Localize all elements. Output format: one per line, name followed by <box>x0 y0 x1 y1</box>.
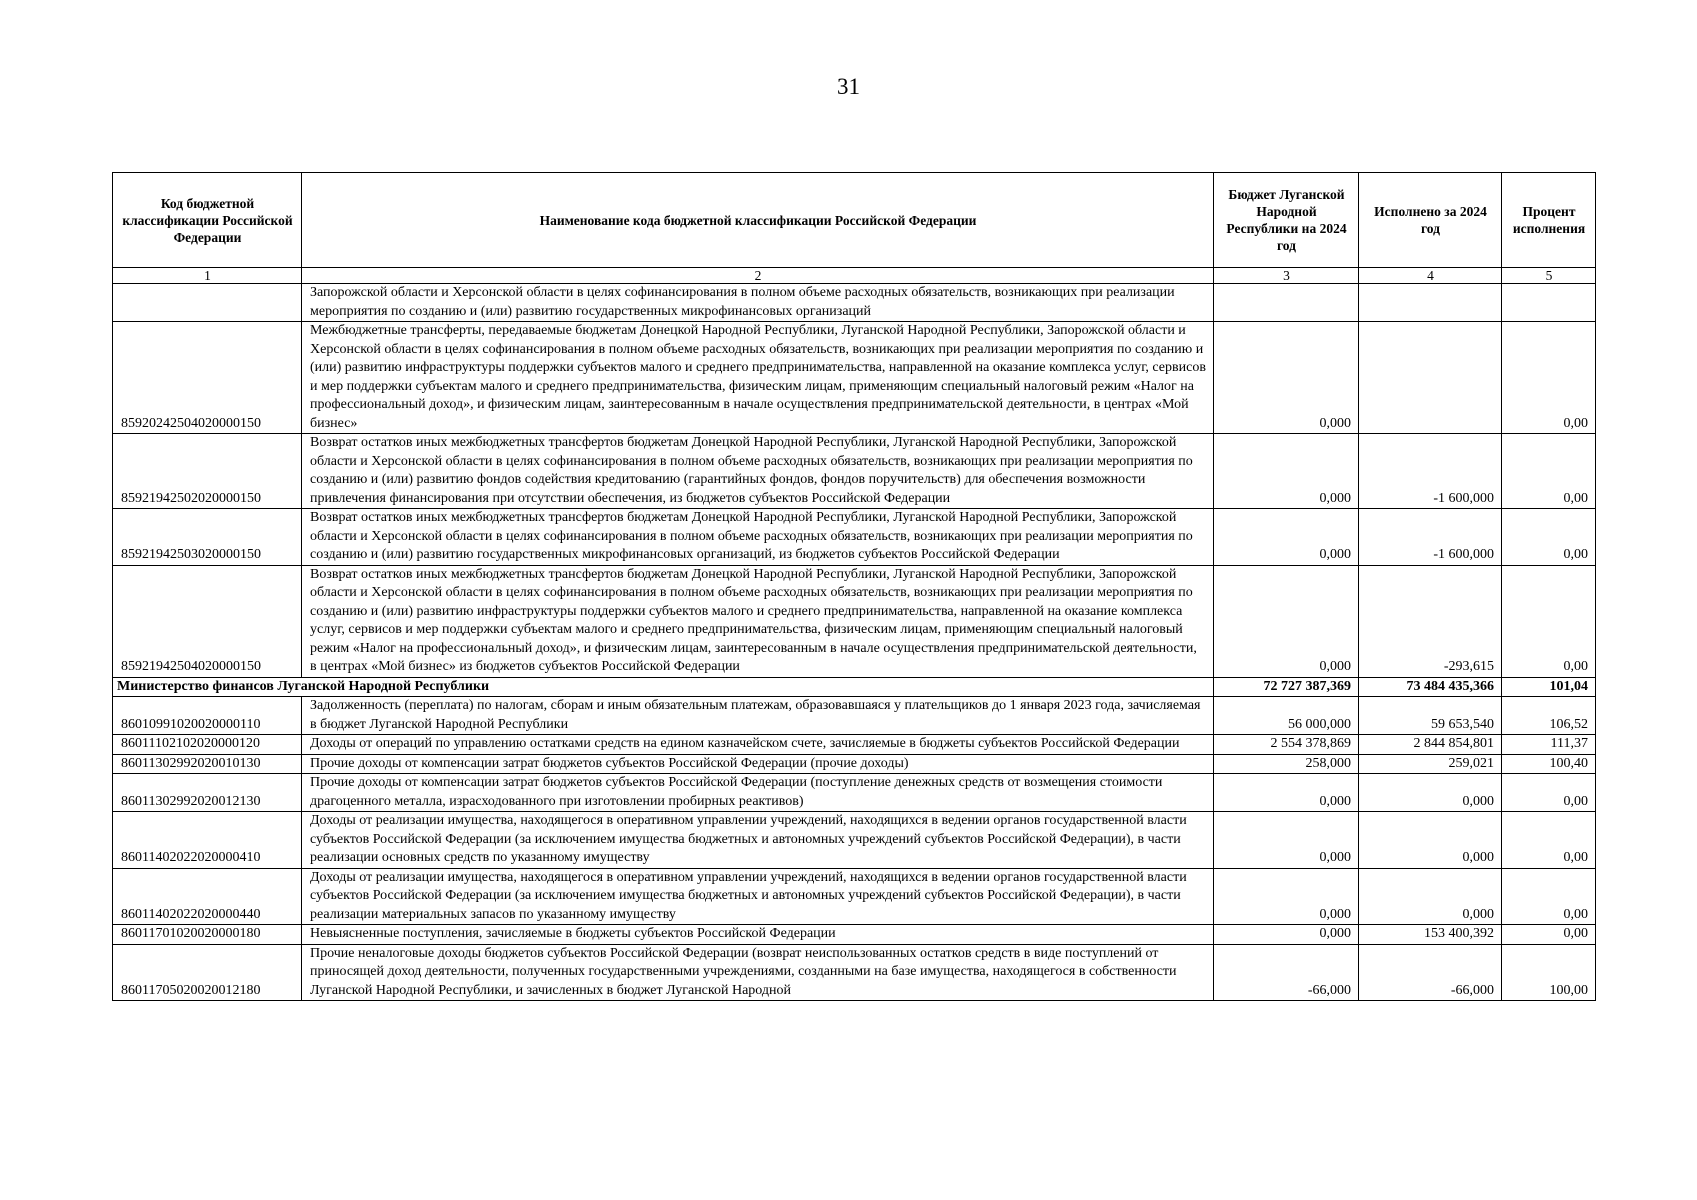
row-budget: 0,000 <box>1214 434 1359 509</box>
row-percent: 0,00 <box>1502 812 1596 869</box>
row-percent: 0,00 <box>1502 565 1596 677</box>
table-row <box>113 735 1596 755</box>
row-name: Доходы от реализации имущества, находящегося в оперативном управлении учреждений, находящихся в ведении органов государственной власти субъектов Российской Федерации (за исключением имущества бюджетных и автономных учреждений субъектов Российской Федерации), в части реализации основных средств по указанному имуществу <box>302 812 1214 869</box>
table-row <box>113 697 1596 735</box>
header-code: Код бюджетной классификации Российской Федерации <box>113 173 302 268</box>
column-number: 4 <box>1359 268 1502 284</box>
row-budget: 258,000 <box>1214 754 1359 774</box>
ministry-name: Министерство финансов Луганской Народной Республики <box>113 677 1214 697</box>
row-code: 85921942504020000150 <box>113 565 302 677</box>
row-percent: 0,00 <box>1502 925 1596 945</box>
row-budget: 0,000 <box>1214 868 1359 925</box>
row-code: 86011701020020000180 <box>113 925 302 945</box>
table-row <box>113 565 1596 677</box>
table-row <box>113 944 1596 1001</box>
row-executed: 0,000 <box>1359 774 1502 812</box>
column-number: 2 <box>302 268 1214 284</box>
column-number-row <box>113 268 1596 284</box>
table-row <box>113 754 1596 774</box>
row-percent: 100,40 <box>1502 754 1596 774</box>
row-code: 86011102102020000120 <box>113 735 302 755</box>
column-number: 1 <box>113 268 302 284</box>
table-row <box>113 284 1596 322</box>
row-executed: 2 844 854,801 <box>1359 735 1502 755</box>
row-code: 86011402022020000440 <box>113 868 302 925</box>
table-row <box>113 925 1596 945</box>
header-name: Наименование кода бюджетной классификации Российской Федерации <box>302 173 1214 268</box>
row-name: Возврат остатков иных межбюджетных трансфертов бюджетам Донецкой Народной Республики, Луганской Народной Республики, Запорожской области и Херсонской области в целях софинансирования в полном объеме расходных обязательств, возникающих при реализации мероприятия по созданию и (или) развитию инфраструктуры поддержки субъектов малого и среднего предпринимательства, направленной на оказание комплекса услуг, сервисов и мер поддержки субъектам малого и среднего предпринимательства, физическим лицам, применяющим специальный налоговый режим «Налог на профессиональный доход», и физическим лицам, заинтересованным в начале осуществления предпринимательской деятельности, в центрах «Мой бизнес» из бюджетов субъектов Российской Федерации <box>302 565 1214 677</box>
row-code: 86011302992020012130 <box>113 774 302 812</box>
row-percent <box>1502 284 1596 322</box>
row-budget <box>1214 284 1359 322</box>
row-budget: 0,000 <box>1214 812 1359 869</box>
row-name: Невыясненные поступления, зачисляемые в бюджеты субъектов Российской Федерации <box>302 925 1214 945</box>
header-budget: Бюджет Луганской Народной Республики на 2024 год <box>1214 173 1359 268</box>
row-name: Запорожской области и Херсонской области в целях софинансирования в полном объеме расходных обязательств, возникающих при реализации мероприятия по созданию и (или) развитию государственных микрофинансовых организаций <box>302 284 1214 322</box>
budget-table <box>112 172 1596 1001</box>
row-budget: 0,000 <box>1214 925 1359 945</box>
row-code: 85921942503020000150 <box>113 509 302 566</box>
row-budget: 0,000 <box>1214 509 1359 566</box>
row-percent: 0,00 <box>1502 434 1596 509</box>
ministry-executed: 73 484 435,366 <box>1359 677 1502 697</box>
row-name: Межбюджетные трансферты, передаваемые бюджетам Донецкой Народной Республики, Луганской Народной Республики, Запорожской области и Херсонской области в целях софинансирования в полном объеме расходных обязательств, возникающих при реализации мероприятия по созданию и (или) развитию инфраструктуры поддержки субъектов малого и среднего предпринимательства, направленной на оказание комплекса услуг, сервисов и мер поддержки субъектам малого и среднего предпринимательства, физическим лицам, применяющим специальный налоговый режим «Налог на профессиональный доход», и физическим лицам, заинтересованным в начале осуществления предпринимательской деятельности, в центрах «Мой бизнес» <box>302 322 1214 434</box>
table-row <box>113 434 1596 509</box>
row-name: Возврат остатков иных межбюджетных трансфертов бюджетам Донецкой Народной Республики, Луганской Народной Республики, Запорожской области и Херсонской области в целях софинансирования в полном объеме расходных обязательств, возникающих при реализации мероприятия по созданию и (или) развитию фондов содействия кредитованию (гарантийных фондов, фондов поручительств) для обеспечения возможности привлечения финансирования при отсутствии обеспечения, из бюджетов субъектов Российской Федерации <box>302 434 1214 509</box>
table-header-row <box>113 173 1596 268</box>
row-budget: 2 554 378,869 <box>1214 735 1359 755</box>
row-name: Прочие доходы от компенсации затрат бюджетов субъектов Российской Федерации (поступление денежных средств от возмещения стоимости драгоценного металла, израсходованного при изготовлении пробирных реактивов) <box>302 774 1214 812</box>
row-budget: 0,000 <box>1214 774 1359 812</box>
header-percent: Процент исполнения <box>1502 173 1596 268</box>
table-row <box>113 509 1596 566</box>
row-executed <box>1359 322 1502 434</box>
row-code: 86011302992020010130 <box>113 754 302 774</box>
row-budget: -66,000 <box>1214 944 1359 1001</box>
row-executed: 259,021 <box>1359 754 1502 774</box>
row-executed: 153 400,392 <box>1359 925 1502 945</box>
row-percent: 100,00 <box>1502 944 1596 1001</box>
row-executed: -66,000 <box>1359 944 1502 1001</box>
ministry-total-row <box>113 677 1596 697</box>
row-percent: 0,00 <box>1502 509 1596 566</box>
row-code: 86011705020020012180 <box>113 944 302 1001</box>
row-percent: 0,00 <box>1502 322 1596 434</box>
row-executed: 0,000 <box>1359 812 1502 869</box>
row-budget: 0,000 <box>1214 565 1359 677</box>
row-executed: -1 600,000 <box>1359 509 1502 566</box>
row-name: Доходы от реализации имущества, находящегося в оперативном управлении учреждений, находящихся в ведении органов государственной власти субъектов Российской Федерации (за исключением имущества бюджетных и автономных учреждений субъектов Российской Федерации), в части реализации материальных запасов по указанному имуществу <box>302 868 1214 925</box>
row-code: 86010991020020000110 <box>113 697 302 735</box>
column-number: 5 <box>1502 268 1596 284</box>
row-name: Задолженность (переплата) по налогам, сборам и иным обязательным платежам, образовавшаяся у плательщиков до 1 января 2023 года, зачисляемая в бюджет Луганской Народной Республики <box>302 697 1214 735</box>
row-code <box>113 284 302 322</box>
table-row <box>113 868 1596 925</box>
row-budget: 56 000,000 <box>1214 697 1359 735</box>
row-percent: 0,00 <box>1502 868 1596 925</box>
header-executed: Исполнено за 2024 год <box>1359 173 1502 268</box>
row-executed: 59 653,540 <box>1359 697 1502 735</box>
table-row <box>113 812 1596 869</box>
row-name: Возврат остатков иных межбюджетных трансфертов бюджетам Донецкой Народной Республики, Луганской Народной Республики, Запорожской области и Херсонской области в целях софинансирования в полном объеме расходных обязательств, возникающих при реализации мероприятия по созданию и (или) развитию государственных микрофинансовых организаций, из бюджетов субъектов Российской Федерации <box>302 509 1214 566</box>
row-name: Прочие доходы от компенсации затрат бюджетов субъектов Российской Федерации (прочие доходы) <box>302 754 1214 774</box>
row-executed <box>1359 284 1502 322</box>
row-percent: 111,37 <box>1502 735 1596 755</box>
ministry-budget: 72 727 387,369 <box>1214 677 1359 697</box>
row-percent: 0,00 <box>1502 774 1596 812</box>
row-name: Прочие неналоговые доходы бюджетов субъектов Российской Федерации (возврат неиспользованных остатков средств в виде поступлений от приносящей доход деятельности, полученных государственными учреждениями, созданными на базе имущества, находящегося в собственности Луганской Народной Республики, и зачисленных в бюджет Луганской Народной <box>302 944 1214 1001</box>
row-code: 85920242504020000150 <box>113 322 302 434</box>
page-number: 31 <box>837 74 860 99</box>
table-row <box>113 322 1596 434</box>
column-number: 3 <box>1214 268 1359 284</box>
row-executed: 0,000 <box>1359 868 1502 925</box>
ministry-percent: 101,04 <box>1502 677 1596 697</box>
row-code: 86011402022020000410 <box>113 812 302 869</box>
row-executed: -293,615 <box>1359 565 1502 677</box>
row-percent: 106,52 <box>1502 697 1596 735</box>
row-executed: -1 600,000 <box>1359 434 1502 509</box>
row-name: Доходы от операций по управлению остатками средств на едином казначейском счете, зачисляемые в бюджеты субъектов Российской Федерации <box>302 735 1214 755</box>
row-budget: 0,000 <box>1214 322 1359 434</box>
row-code: 85921942502020000150 <box>113 434 302 509</box>
table-row <box>113 774 1596 812</box>
